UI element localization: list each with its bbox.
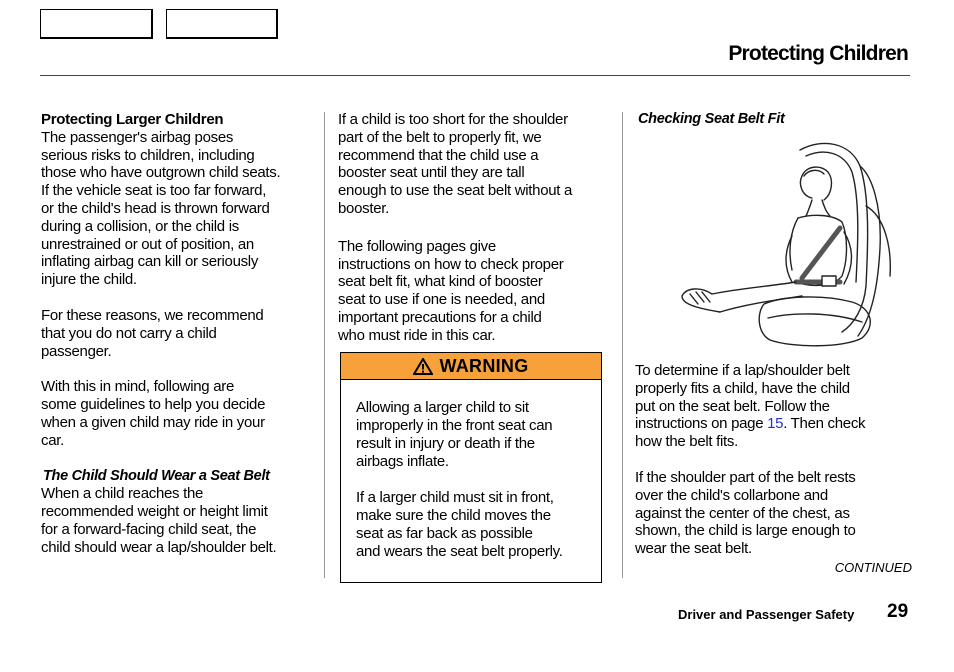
- section-heading: Checking Seat Belt Fit: [638, 111, 785, 127]
- text-line: With this in mind, following are: [41, 378, 234, 396]
- page-15-link[interactable]: 15: [767, 415, 784, 433]
- text-line: seat to use if one is needed, and: [338, 291, 545, 309]
- text-fragment: instructions on page: [635, 415, 768, 433]
- section-heading: Protecting Larger Children: [41, 111, 224, 128]
- warning-label: WARNING: [439, 355, 529, 376]
- text-line: car.: [41, 431, 64, 449]
- text-line: how the belt fits.: [635, 433, 738, 451]
- text-line: child should wear a lap/shoulder belt.: [41, 538, 277, 556]
- subheading: The Child Should Wear a Seat Belt: [43, 467, 270, 484]
- left-column: [41, 111, 321, 557]
- text-fragment: . Then check: [783, 415, 866, 433]
- text-line: inflating airbag can kill or seriously: [41, 253, 259, 271]
- text-line: over the child's collarbone and: [635, 486, 828, 504]
- text-line: put on the seat belt. Follow the: [635, 397, 830, 415]
- continued-label: CONTINUED: [834, 560, 912, 575]
- text-line: serious risks to children, including: [41, 146, 255, 164]
- text-line: If a larger child must sit in front,: [356, 489, 554, 506]
- text-line: enough to use the seat belt without a: [338, 182, 573, 200]
- warning-header: [341, 353, 601, 380]
- text-line: If a child is too short for the shoulder: [338, 111, 568, 128]
- text-line: recommended weight or height limit: [41, 503, 268, 521]
- text-line: or the child's head is thrown forward: [41, 199, 270, 217]
- text-line: The following pages give: [338, 237, 496, 255]
- text-line: wear the seat belt.: [635, 540, 752, 558]
- footer-section-title: Driver and Passenger Safety: [678, 607, 855, 622]
- text-line: that you do not carry a child: [41, 324, 217, 342]
- column-divider: [622, 112, 623, 578]
- right-column-heading-block: [638, 111, 908, 129]
- text-line: airbags inflate.: [356, 453, 449, 470]
- text-line: When a child reaches the: [41, 485, 204, 503]
- title-divider: [40, 75, 910, 76]
- text-line: [635, 415, 915, 433]
- text-line: passenger.: [41, 342, 112, 360]
- text-line: To determine if a lap/shoulder belt: [635, 362, 850, 379]
- text-line: when a given child may ride in your: [41, 413, 265, 431]
- right-column-text: [635, 362, 915, 558]
- text-line: make sure the child moves the: [356, 507, 551, 524]
- text-line: properly fits a child, have the child: [635, 379, 850, 397]
- text-line: If the vehicle seat is too far forward,: [41, 182, 267, 200]
- middle-column: [338, 111, 620, 345]
- warning-triangle-icon: [413, 358, 433, 375]
- text-line: injure the child.: [41, 271, 137, 289]
- text-line: Allowing a larger child to sit: [356, 399, 529, 416]
- text-line: those who have outgrown child seats.: [41, 164, 281, 182]
- text-line: part of the belt to properly fit, we: [338, 128, 542, 146]
- warning-box: [340, 352, 602, 583]
- nav-next-button[interactable]: [166, 9, 278, 39]
- text-line: instructions on how to check proper: [338, 255, 564, 273]
- text-line: The passenger's airbag poses: [41, 128, 234, 146]
- text-line: against the center of the chest, as: [635, 504, 850, 522]
- warning-body: [356, 399, 596, 561]
- text-line: If the shoulder part of the belt rests: [635, 468, 856, 486]
- text-line: recommend that the child use a: [338, 146, 539, 164]
- text-line: important precautions for a child: [338, 308, 542, 326]
- text-line: for a forward-facing child seat, the: [41, 520, 257, 538]
- text-line: For these reasons, we recommend: [41, 306, 264, 324]
- page-title: Protecting Children: [728, 42, 908, 65]
- text-line: seat as far back as possible: [356, 525, 533, 542]
- text-line: seat belt fit, what kind of booster: [338, 273, 543, 291]
- text-line: improperly in the front seat can: [356, 417, 553, 434]
- text-line: shown, the child is large enough to: [635, 522, 856, 540]
- text-line: who must ride in this car.: [338, 326, 496, 344]
- text-line: booster seat until they are tall: [338, 164, 525, 182]
- child-in-booster-seat-illustration: [672, 136, 902, 350]
- text-line: and wears the seat belt properly.: [356, 543, 563, 560]
- page-number: 29: [887, 601, 909, 622]
- column-divider: [324, 112, 325, 578]
- nav-prev-button[interactable]: [40, 9, 153, 39]
- text-line: unrestrained or out of position, an: [41, 235, 254, 253]
- text-line: during a collision, or the child is: [41, 217, 239, 235]
- text-line: some guidelines to help you decide: [41, 396, 266, 414]
- text-line: booster.: [338, 199, 389, 217]
- text-line: result in injury or death if the: [356, 435, 535, 452]
